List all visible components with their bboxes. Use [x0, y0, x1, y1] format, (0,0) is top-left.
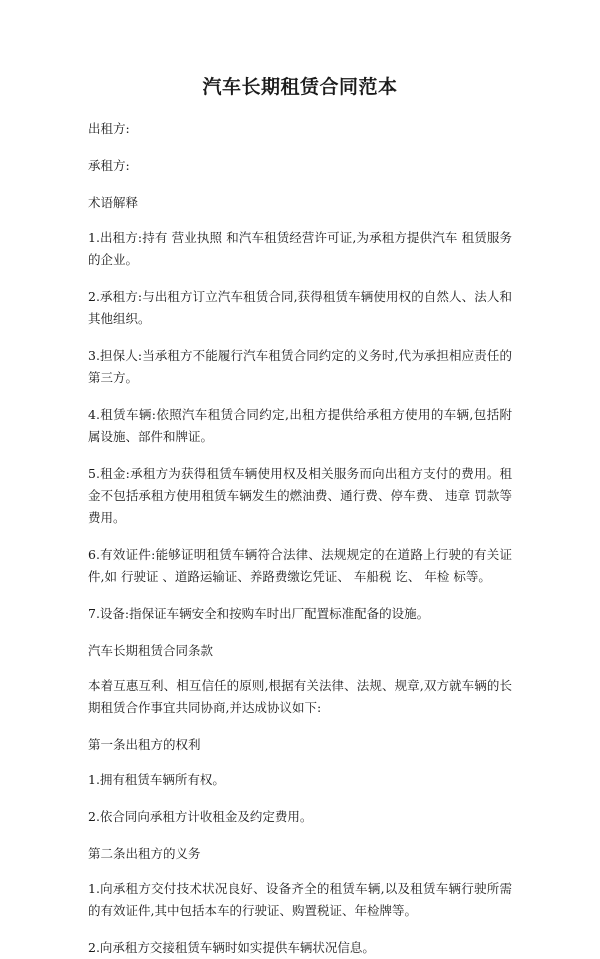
definition-item: 5.租金:承租方为获得租赁车辆使用权及相关服务而向出租方支付的费用。租金不包括承租方使用租赁车辆发生的燃油费、通行费、停车费、 违章 罚款等费用。 [88, 466, 512, 525]
article-1-item: 2.依合同向承租方计收租金及约定费用。 [88, 809, 313, 824]
lessee-field: 承租方: [88, 158, 130, 173]
document-title: 汽车长期租赁合同范本 [202, 76, 398, 98]
article-2-item: 2.向承租方交接租赁车辆时如实提供车辆状况信息。 [88, 940, 375, 955]
article-2-item: 1.向承租方交付技术状况良好、设备齐全的租赁车辆,以及租赁车辆行驶所需的有效证件,其中包括本车的行驶证、购置税证、年检牌等。 [88, 881, 512, 918]
definition-item: 4.租赁车辆:依照汽车租赁合同约定,出租方提供给承租方使用的车辆,包括附属设施、部件和牌证。 [88, 407, 512, 444]
article-1-item: 1.拥有租赁车辆所有权。 [88, 772, 225, 787]
terms-heading: 术语解释 [88, 195, 139, 210]
definition-item: 1.出租方:持有 营业执照 和汽车租赁经营许可证,为承租方提供汽车 租赁服务 的企业。 [88, 230, 512, 267]
definition-item: 6.有效证件:能够证明租赁车辆符合法律、法规规定的在道路上行驶的有关证件,如 行驶证 、道路运输证、养路费缴讫凭证、 车船税 讫、 年检 标等。 [88, 547, 512, 584]
intro-paragraph: 本着互惠互利、相互信任的原则,根据有关法律、法规、规章,双方就车辆的长期租赁合作事宜共同协商,并达成协议如下: [88, 678, 512, 715]
article-2-heading: 第二条出租方的义务 [88, 846, 201, 861]
definition-item: 3.担保人:当承租方不能履行汽车租赁合同约定的义务时,代为承担相应责任的第三方。 [88, 348, 512, 385]
document-body [88, 118, 512, 959]
article-1-heading: 第一条出租方的权利 [88, 737, 201, 752]
clauses-heading: 汽车长期租赁合同条款 [88, 643, 214, 658]
definition-item: 2.承租方:与出租方订立汽车租赁合同,获得租赁车辆使用权的自然人、法人和其他组织。 [88, 289, 512, 326]
definition-item: 7.设备:指保证车辆安全和按购车时出厂配置标准配备的设施。 [88, 606, 430, 621]
lessor-field: 出租方: [88, 121, 130, 136]
